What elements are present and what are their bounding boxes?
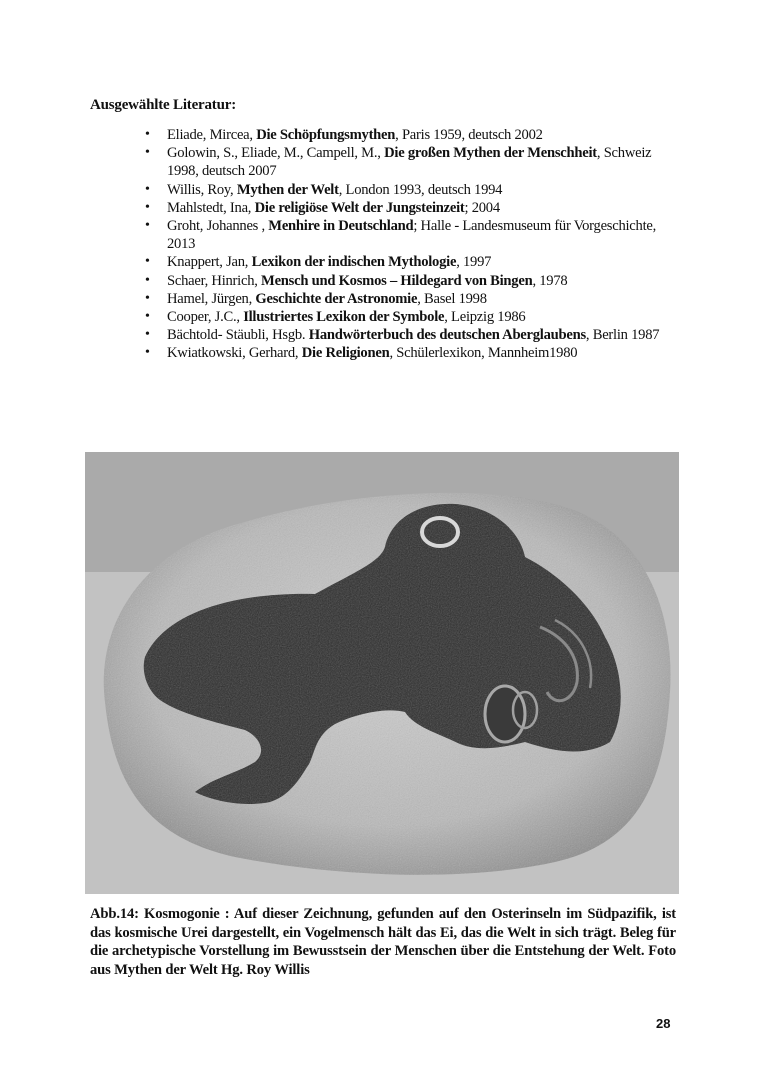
reference-author: Schaer, Hinrich, xyxy=(167,272,262,289)
literature-item xyxy=(145,144,675,180)
reference-title: Die Schöpfungsmythen xyxy=(256,127,396,143)
reference-author: Hamel, Jürgen, xyxy=(167,290,256,307)
literature-item xyxy=(145,253,675,271)
reference-details: , Paris 1959, deutsch 2002 xyxy=(395,127,543,143)
literature-list xyxy=(145,126,675,363)
literature-heading: Ausgewählte Literatur: xyxy=(90,97,236,113)
figure-stone-carving xyxy=(85,452,679,894)
reference-author: Cooper, J.C., xyxy=(167,309,244,326)
reference-title: Lexikon der indischen Mythologie xyxy=(251,254,457,271)
page-number: 28 xyxy=(656,1016,671,1031)
reference-title: Mythen der Welt xyxy=(236,181,339,198)
reference-details: , 1978 xyxy=(532,272,568,289)
reference-author: Golowin, S., Eliade, M., Campell, M., xyxy=(167,145,385,162)
reference-details: , Basel 1998 xyxy=(417,290,487,307)
reference-details: , Berlin 1987 xyxy=(585,327,660,344)
literature-item xyxy=(145,199,675,217)
reference-title: Illustriertes Lexikon der Symbole xyxy=(243,309,445,326)
literature-item xyxy=(145,181,675,199)
reference-details: , 1997 xyxy=(456,254,492,271)
reference-details: , Leipzig 1986 xyxy=(444,309,526,326)
reference-author: Bächtold- Stäubli, Hsgb. xyxy=(167,327,309,344)
reference-author: Groht, Johannes , xyxy=(167,218,269,235)
reference-author: Kwiatkowski, Gerhard, xyxy=(167,345,302,362)
literature-item xyxy=(145,326,675,344)
reference-title: Handwörterbuch des deutschen Aberglaubens xyxy=(308,327,586,344)
reference-details: , Schülerlexikon, Mannheim1980 xyxy=(389,345,578,362)
reference-author: Eliade, Mircea, xyxy=(167,127,257,143)
literature-item xyxy=(145,344,675,362)
reference-details: ; Halle - Landesmuseum für Vorgeschichte, 2013 xyxy=(167,218,657,253)
reference-author: Mahlstedt, Ina, xyxy=(167,199,255,216)
reference-details: , London 1993, deutsch 1994 xyxy=(338,181,503,198)
reference-title: Die religiöse Welt der Jungsteinzeit xyxy=(254,199,465,216)
reference-details: , Schweiz 1998, deutsch 2007 xyxy=(167,145,652,180)
figure-caption: Abb.14: Kosmogonie : Auf dieser Zeichnung, gefunden auf den Osterinseln im Südpazifik, ist das kosmische Urei dargestellt, ein Vogelmensch hält das Ei, das die Welt in sich trägt. Beleg für die archetypische Vorstellung im Bewusstsein der Menschen über die Entstehung der Welt. Foto aus Mythen der Welt Hg. Roy Willis xyxy=(90,906,676,978)
stone-carving-photo xyxy=(85,452,679,894)
reference-title: Mensch und Kosmos – Hildegard von Bingen xyxy=(261,272,533,289)
reference-author: Willis, Roy, xyxy=(167,181,237,198)
reference-title: Die großen Mythen der Menschheit xyxy=(384,145,597,162)
reference-title: Die Religionen xyxy=(301,345,390,362)
literature-item xyxy=(145,290,675,308)
literature-item xyxy=(145,217,675,253)
reference-details: ; 2004 xyxy=(464,199,500,216)
literature-item xyxy=(145,308,675,326)
reference-title: Geschichte der Astronomie xyxy=(255,290,418,307)
literature-item xyxy=(145,126,675,144)
reference-title: Menhire in Deutschland xyxy=(268,218,414,235)
literature-item xyxy=(145,272,675,290)
reference-author: Knappert, Jan, xyxy=(167,254,252,271)
